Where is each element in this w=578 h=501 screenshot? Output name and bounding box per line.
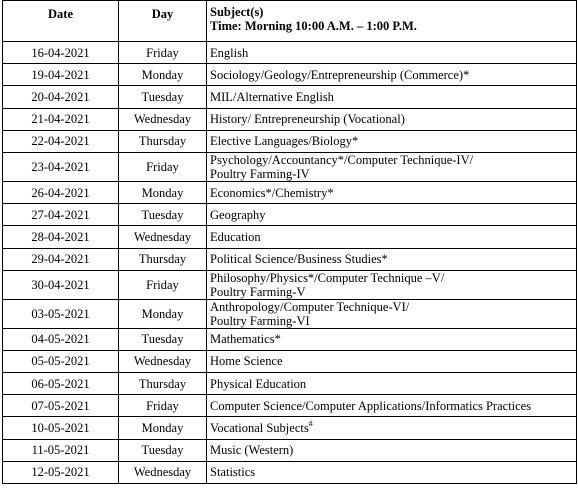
table-row bbox=[3, 270, 577, 299]
row-date: 29-04-2021 bbox=[3, 248, 119, 270]
row-day: Thursday bbox=[119, 373, 207, 395]
row-subject-line-2: Poultry Farming-V bbox=[210, 284, 306, 299]
row-subject: Political Science/Business Studies* bbox=[207, 248, 577, 270]
row-subject: English bbox=[207, 42, 577, 64]
row-subject: Education bbox=[207, 226, 577, 248]
row-subject: Economics*/Chemistry* bbox=[207, 181, 577, 203]
row-date: 21-04-2021 bbox=[3, 108, 119, 130]
row-subject-line-2: Poultry Farming-IV bbox=[210, 166, 310, 181]
header-subject bbox=[207, 1, 577, 42]
row-date: 04-05-2021 bbox=[3, 328, 119, 350]
row-subject: Statistics bbox=[207, 461, 577, 483]
table-row bbox=[3, 439, 577, 461]
row-date: 27-04-2021 bbox=[3, 204, 119, 226]
row-subject-line-1: Anthropology/Computer Technique-VI/ bbox=[210, 299, 410, 314]
row-subject: Elective Languages/Biology* bbox=[207, 130, 577, 152]
row-day: Tuesday bbox=[119, 204, 207, 226]
row-day: Wednesday bbox=[119, 461, 207, 483]
table-row bbox=[3, 226, 577, 248]
row-day: Friday bbox=[119, 270, 207, 299]
row-subject-text: Vocational Subjects bbox=[210, 421, 309, 436]
row-day: Tuesday bbox=[119, 86, 207, 108]
row-day: Thursday bbox=[119, 130, 207, 152]
table-row bbox=[3, 130, 577, 152]
row-day: Tuesday bbox=[119, 439, 207, 461]
footnote-mark: # bbox=[308, 419, 313, 429]
row-date: 05-05-2021 bbox=[3, 350, 119, 372]
row-subject: History/ Entrepreneurship (Vocational) bbox=[207, 108, 577, 130]
row-date: 23-04-2021 bbox=[3, 152, 119, 181]
row-date: 19-04-2021 bbox=[3, 64, 119, 86]
row-day: Monday bbox=[119, 299, 207, 328]
row-day: Monday bbox=[119, 181, 207, 203]
row-subject bbox=[207, 152, 577, 181]
row-date: 20-04-2021 bbox=[3, 86, 119, 108]
header-subject-label: Subject(s) bbox=[210, 5, 264, 19]
table-header-row bbox=[3, 1, 577, 42]
row-subject bbox=[207, 299, 577, 328]
row-subject bbox=[207, 270, 577, 299]
row-subject: Computer Science/Computer Applications/Informatics Practices bbox=[207, 395, 577, 417]
table-row bbox=[3, 373, 577, 395]
row-subject: Home Science bbox=[207, 350, 577, 372]
row-day: Friday bbox=[119, 395, 207, 417]
table-row bbox=[3, 461, 577, 483]
row-day: Monday bbox=[119, 417, 207, 439]
row-date: 16-04-2021 bbox=[3, 42, 119, 64]
row-date: 12-05-2021 bbox=[3, 461, 119, 483]
table-row bbox=[3, 395, 577, 417]
table-row bbox=[3, 86, 577, 108]
row-subject bbox=[207, 417, 577, 439]
row-day: Friday bbox=[119, 42, 207, 64]
row-subject: Sociology/Geology/Entrepreneurship (Commerce)* bbox=[207, 64, 577, 86]
row-date: 10-05-2021 bbox=[3, 417, 119, 439]
table-row bbox=[3, 204, 577, 226]
row-date: 06-05-2021 bbox=[3, 373, 119, 395]
row-subject-line-1: Philosophy/Physics*/Computer Technique –V/ bbox=[210, 270, 445, 285]
row-subject: Geography bbox=[207, 204, 577, 226]
exam-schedule-table bbox=[2, 0, 577, 484]
exam-schedule-document bbox=[2, 0, 576, 484]
row-day: Wednesday bbox=[119, 226, 207, 248]
row-day: Friday bbox=[119, 152, 207, 181]
row-date: 11-05-2021 bbox=[3, 439, 119, 461]
row-day: Monday bbox=[119, 64, 207, 86]
row-day: Wednesday bbox=[119, 350, 207, 372]
row-subject-line-2: Poultry Farming-VI bbox=[210, 313, 310, 328]
row-day: Tuesday bbox=[119, 328, 207, 350]
row-date: 26-04-2021 bbox=[3, 181, 119, 203]
table-row bbox=[3, 350, 577, 372]
row-date: 03-05-2021 bbox=[3, 299, 119, 328]
table-row bbox=[3, 108, 577, 130]
table-row bbox=[3, 248, 577, 270]
table-row bbox=[3, 299, 577, 328]
table-row bbox=[3, 417, 577, 439]
header-date: Date bbox=[3, 1, 119, 42]
row-subject: Physical Education bbox=[207, 373, 577, 395]
table-row bbox=[3, 152, 577, 181]
row-date: 28-04-2021 bbox=[3, 226, 119, 248]
header-day: Day bbox=[119, 1, 207, 42]
table-row bbox=[3, 328, 577, 350]
table-row bbox=[3, 64, 577, 86]
row-date: 30-04-2021 bbox=[3, 270, 119, 299]
row-subject: MIL/Alternative English bbox=[207, 86, 577, 108]
row-day: Thursday bbox=[119, 248, 207, 270]
row-subject: Music (Western) bbox=[207, 439, 577, 461]
header-exam-time: Time: Morning 10:00 A.M. – 1:00 P.M. bbox=[210, 19, 417, 33]
row-day: Wednesday bbox=[119, 108, 207, 130]
table-row bbox=[3, 181, 577, 203]
table-row bbox=[3, 42, 577, 64]
row-date: 07-05-2021 bbox=[3, 395, 119, 417]
row-subject-line-1: Psychology/Accountancy*/Computer Technique-IV/ bbox=[210, 152, 474, 167]
row-date: 22-04-2021 bbox=[3, 130, 119, 152]
row-subject: Mathematics* bbox=[207, 328, 577, 350]
